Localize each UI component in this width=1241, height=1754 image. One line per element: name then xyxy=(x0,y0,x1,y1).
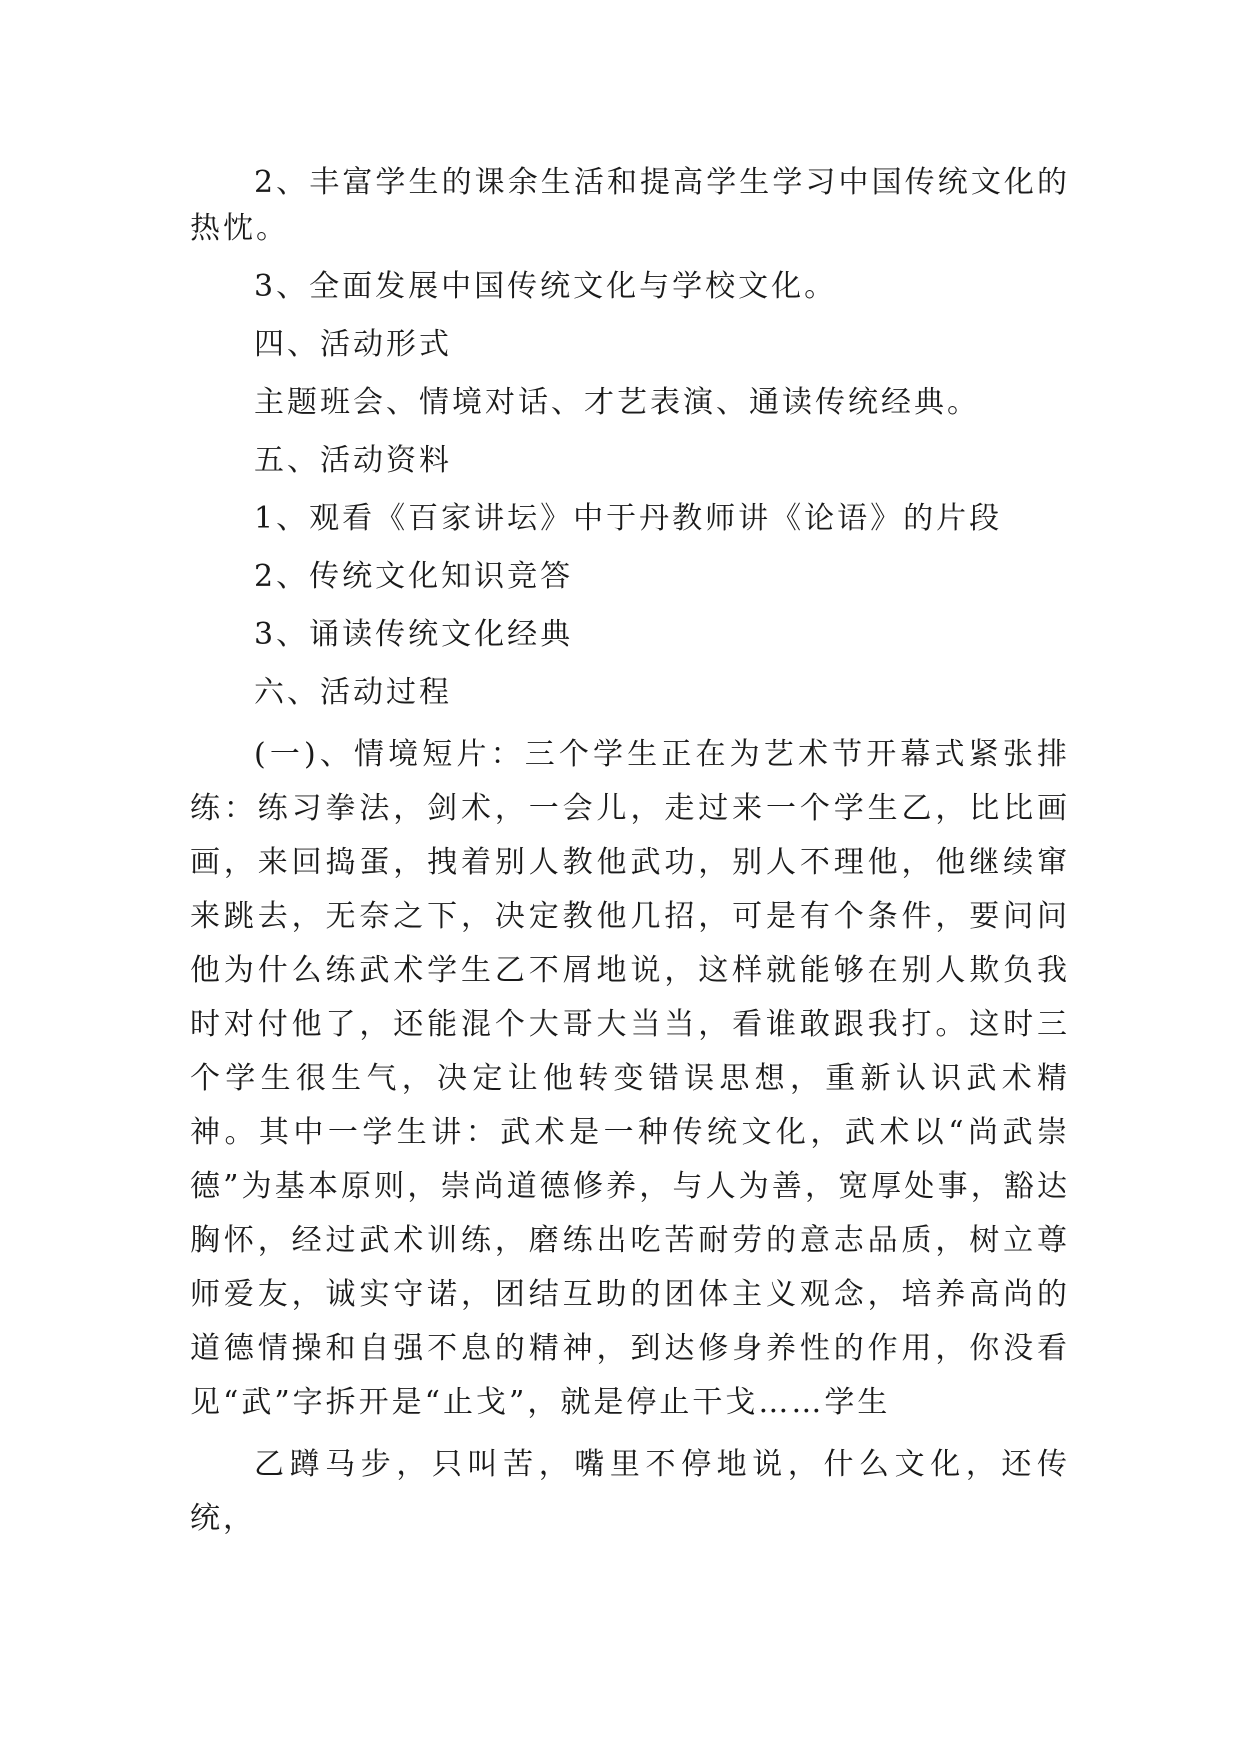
paragraph-material-2: 2、传统文化知识竞答 xyxy=(254,559,574,594)
heading-activity-process: 六、活动过程 xyxy=(254,675,452,710)
paragraph-material-3: 3、诵读传统文化经典 xyxy=(254,617,574,652)
heading-activity-materials: 五、活动资料 xyxy=(254,443,452,478)
heading-activity-form: 四、活动形式 xyxy=(254,327,452,362)
paragraph-goal-3: 3、全面发展中国传统文化与学校文化。 xyxy=(254,269,838,304)
document-body xyxy=(190,160,1070,1554)
paragraph-goal-2: 2、丰富学生的课余生活和提高学生学习中国传统文化的热忱。 xyxy=(190,165,1070,246)
paragraph-scenario-short: (一)、情境短片：三个学生正在为艺术节开幕式紧张排练：练习拳法，剑术，一会儿，走过来一个学生乙，比比画画，来回捣蛋，拽着别人教他武功，别人不理他，他继续窜来跳去，无奈之下，决定教他几招，可是有个条件，要问问他为什么练武术学生乙不屑地说，这样就能够在别人欺负我时对付他了，还能混个大哥大当当，看谁敢跟我打。这时三个学生很生气，决定让他转变错误思想，重新认识武术精神。其中一学生讲：武术是一种传统文化，武术以“尚武崇德”为基本原则，崇尚道德修养，与人为善，宽厚处事，豁达胸怀，经过武术训练，磨练出吃苦耐劳的意志品质，树立尊师爱友，诚实守诺，团结互助的团体主义观念，培养高尚的道德情操和自强不息的精神，到达修身养性的作用，你没看见“武”字拆开是“止戈”，就是停止干戈……学生 xyxy=(190,737,1070,1420)
paragraph-material-1: 1、观看《百家讲坛》中于丹教师讲《论语》的片段 xyxy=(254,501,1003,536)
paragraph-continuation: 乙蹲马步，只叫苦，嘴里不停地说，什么文化，还传统， xyxy=(190,1447,1070,1536)
paragraph-activity-form: 主题班会、情境对话、才艺表演、通读传统经典。 xyxy=(254,385,980,420)
